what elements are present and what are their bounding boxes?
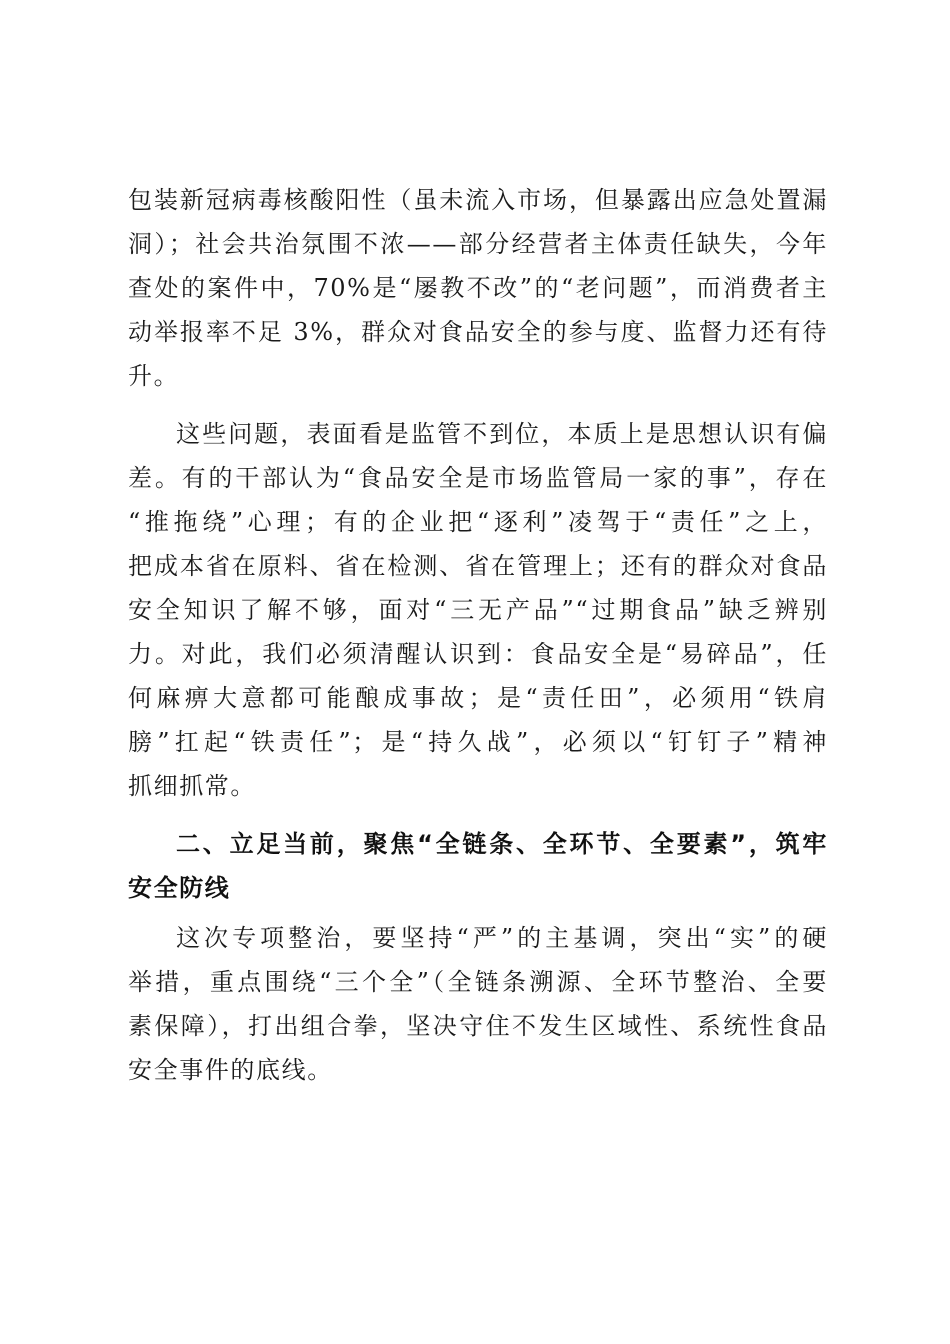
heading-line: 二、立足当前，聚焦“全链条、全环节、全要素”，筑牢 xyxy=(176,830,828,858)
text-line: 举措，重点围绕“三个全”（全链条溯源、全环节整治、全要 xyxy=(128,968,828,996)
text-line: 升。 xyxy=(128,362,180,390)
text-line: 安全知识了解不够，面对“三无产品”“过期食品”缺乏辨别 xyxy=(128,596,828,624)
text-line: 包装新冠病毒核酸阳性（虽未流入市场，但暴露出应急处置漏 xyxy=(128,186,828,214)
text-line: 查处的案件中，70%是“屡教不改”的“老问题”，而消费者主 xyxy=(128,274,828,302)
paragraph-section-2-intro xyxy=(128,916,828,1092)
section-heading-2 xyxy=(128,822,828,910)
text-line: 把成本省在原料、省在检测、省在管理上；还有的群众对食品 xyxy=(128,552,828,580)
text-line: 这些问题，表面看是监管不到位，本质上是思想认识有偏 xyxy=(176,420,828,448)
text-line: 差。有的干部认为“食品安全是市场监管局一家的事”，存在 xyxy=(128,464,828,492)
text-line: 素保障），打出组合拳，坚决守住不发生区域性、系统性食品 xyxy=(128,1012,828,1040)
paragraph-problems-continued xyxy=(128,178,828,398)
text-line: 洞）；社会共治氛围不浓——部分经营者主体责任缺失，今年 xyxy=(128,230,828,258)
text-line: 何麻痹大意都可能酿成事故；是“责任田”，必须用“铁肩 xyxy=(128,684,828,712)
text-line: “推拖绕”心理；有的企业把“逐利”凌驾于“责任”之上， xyxy=(128,508,828,536)
text-line: 力。对此，我们必须清醒认识到：食品安全是“易碎品”，任 xyxy=(128,640,828,668)
paragraph-root-cause xyxy=(128,412,828,808)
text-line: 安全事件的底线。 xyxy=(128,1056,333,1084)
heading-line: 安全防线 xyxy=(128,874,231,902)
text-line: 膀”扛起“铁责任”；是“持久战”，必须以“钉钉子”精神 xyxy=(128,728,828,756)
text-line: 抓细抓常。 xyxy=(128,772,256,800)
text-line: 这次专项整治，要坚持“严”的主基调，突出“实”的硬 xyxy=(176,924,828,952)
text-line: 动举报率不足 3%，群众对食品安全的参与度、监督力还有待 xyxy=(128,318,828,346)
